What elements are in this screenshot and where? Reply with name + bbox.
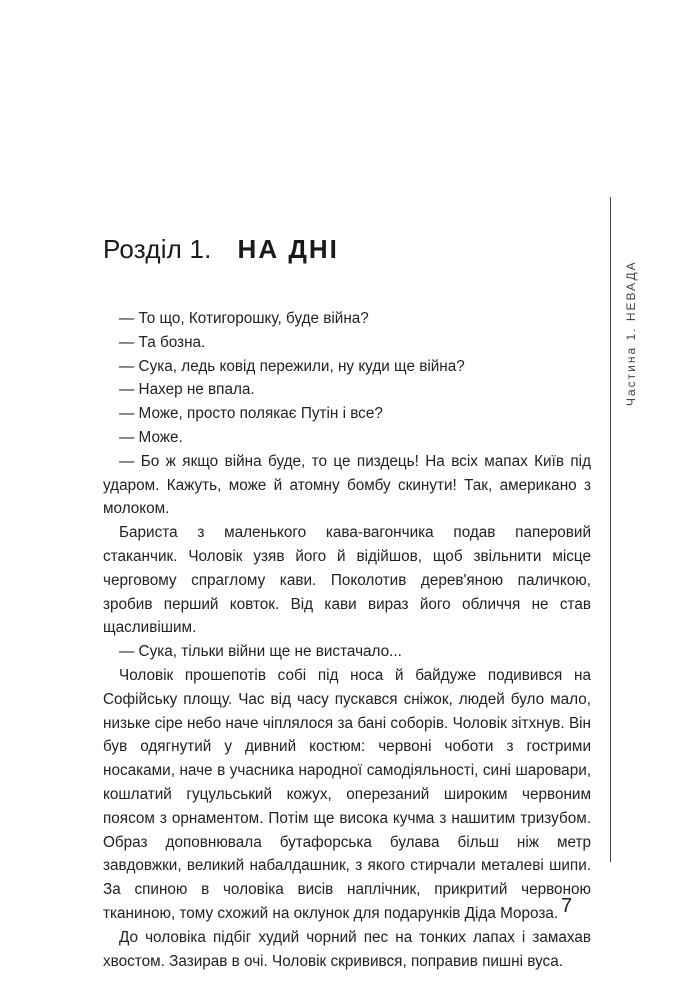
- chapter-heading: [103, 232, 339, 266]
- paragraph: Бариста з маленького кава-вагончика подав паперовий стаканчик. Чоловік узяв його й відійшов, щоб звільнити місце черговому спраглому кави. Поколотив дерев'яною паличкою, зробив перший ковток. Від кави вираз його обличчя не став щасливішим.: [103, 524, 591, 637]
- chapter-title: НА ДНІ: [237, 234, 339, 264]
- paragraph: Чоловік прошепотів собі під носа й байдуже подивився на Софійську площу. Час від часу пускався сніжок, людей було мало, низьке сіре небо наче чіплялося за бані соборів. Чоловік зітхнув. Він був одягнутий у дивний костюм: червоні чоботи з гострими носаками, наче в учасника народної самодіяльності, сині шаровари, кошлатий гуцульський кожух, оперезаний широким червоним поясом з орнаментом. Потім ще висока кучма з нашитим тризубом. Образ доповнювала бутафорська булава більш ніж метр завдовжки, великий набалдашник, з якого стирчали металеві шипи. За спиною в чоловіка висів наплічник, прикритий червоною тканиною, тому схожий на оклунок для подарунків Діда Мороза.: [103, 666, 591, 922]
- paragraph: — Може, просто полякає Путін і все?: [119, 405, 383, 423]
- paragraph: — Та бозна.: [119, 333, 206, 351]
- paragraph: — Нахер не впала.: [119, 381, 255, 399]
- body-text: [103, 307, 591, 973]
- paragraph: — Може.: [119, 428, 183, 446]
- paragraph: — То що, Котигорошку, буде війна?: [119, 310, 369, 327]
- running-head: Частина 1. НЕВАДА: [624, 260, 638, 406]
- paragraph: — Сука, ледь ковід пережили, ну куди ще війна?: [119, 357, 465, 375]
- margin-rule: [610, 197, 611, 862]
- page-number: 7: [561, 895, 573, 917]
- chapter-number: Розділ 1.: [103, 234, 212, 264]
- paragraph: — Сука, тільки війни ще не вистачало...: [119, 643, 402, 661]
- paragraph: — Бо ж якщо війна буде, то це пиздець! На всіх мапах Київ під ударом. Кажуть, може й атомну бомбу скинути! Так, американо з молоком.: [103, 452, 591, 518]
- paragraph: До чоловіка підбіг худий чорний пес на тонких лапах і замахав хвостом. Зазирав в очі. Чоловік скривився, поправив пишні вуса.: [103, 928, 591, 970]
